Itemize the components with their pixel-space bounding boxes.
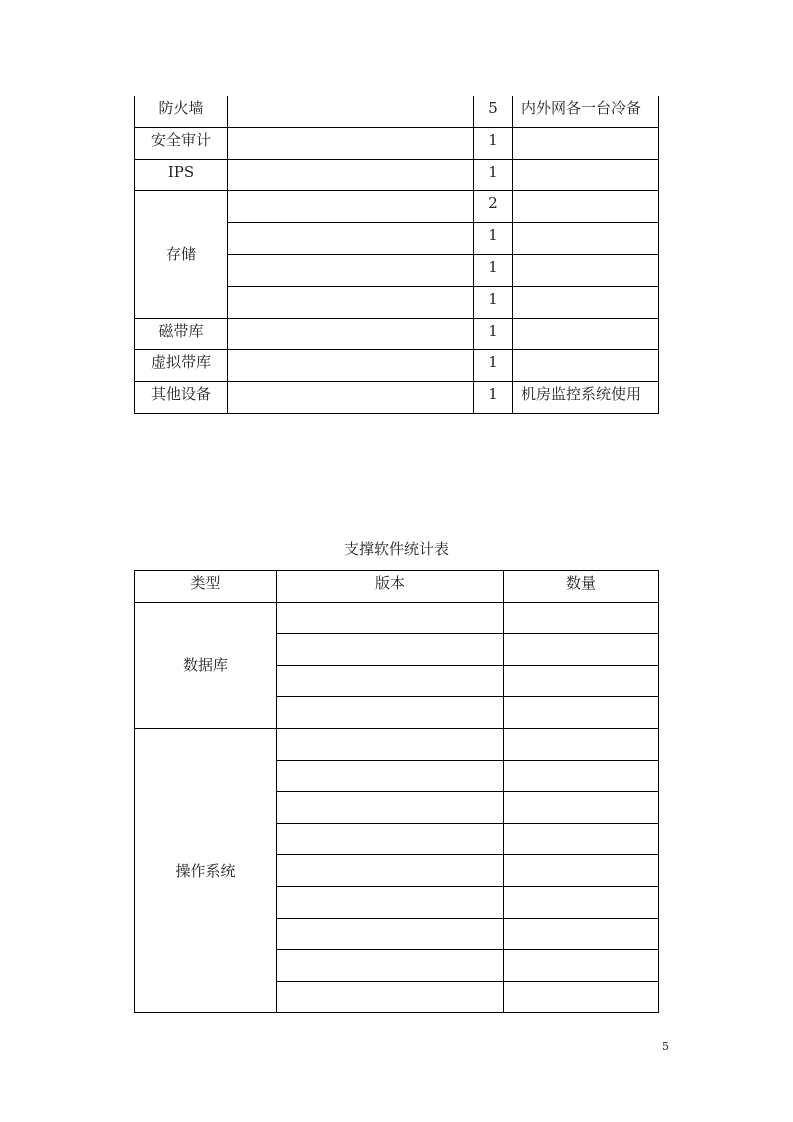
quantity-cell: 2 — [474, 191, 513, 223]
note-cell — [513, 159, 659, 191]
quantity-cell — [504, 760, 659, 792]
table-row — [135, 127, 659, 159]
version-cell — [277, 855, 504, 887]
quantity-cell — [504, 665, 659, 697]
version-cell — [277, 697, 504, 729]
version-cell — [277, 634, 504, 666]
category-cell-storage: 存储 — [135, 191, 228, 318]
software-table-title: 支撑软件统计表 — [343, 540, 449, 558]
quantity-cell — [504, 792, 659, 824]
version-cell — [277, 981, 504, 1013]
quantity-cell — [504, 981, 659, 1013]
quantity-cell: 1 — [474, 286, 513, 318]
quantity-cell: 1 — [474, 223, 513, 255]
quantity-cell — [504, 728, 659, 760]
version-cell — [277, 760, 504, 792]
quantity-cell: 1 — [474, 382, 513, 414]
hardware-table — [134, 96, 659, 414]
table-row — [135, 159, 659, 191]
table-row — [135, 728, 659, 760]
model-cell — [228, 159, 474, 191]
model-cell — [228, 318, 474, 350]
quantity-cell — [504, 602, 659, 634]
version-cell — [277, 665, 504, 697]
category-cell: 防火墙 — [135, 96, 228, 127]
version-cell — [277, 823, 504, 855]
model-cell — [228, 350, 474, 382]
model-cell — [228, 127, 474, 159]
version-cell — [277, 792, 504, 824]
version-cell — [277, 950, 504, 982]
version-cell — [277, 918, 504, 950]
category-cell: 磁带库 — [135, 318, 228, 350]
table-header-row — [135, 571, 659, 603]
quantity-cell: 1 — [474, 318, 513, 350]
note-cell: 机房监控系统使用 — [513, 382, 659, 414]
quantity-cell: 5 — [474, 96, 513, 127]
quantity-cell — [504, 697, 659, 729]
note-cell — [513, 254, 659, 286]
category-cell: 虚拟带库 — [135, 350, 228, 382]
model-cell — [228, 254, 474, 286]
quantity-cell: 1 — [474, 254, 513, 286]
note-cell — [513, 127, 659, 159]
header-quantity: 数量 — [504, 571, 659, 603]
quantity-cell: 1 — [474, 159, 513, 191]
note-cell — [513, 191, 659, 223]
page-number: 5 — [662, 1040, 669, 1053]
quantity-cell — [504, 918, 659, 950]
note-cell: 内外网各一台冷备 — [513, 96, 659, 127]
note-cell — [513, 350, 659, 382]
note-cell — [513, 318, 659, 350]
table-row — [135, 350, 659, 382]
model-cell — [228, 286, 474, 318]
model-cell — [228, 223, 474, 255]
header-type: 类型 — [135, 571, 277, 603]
quantity-cell — [504, 823, 659, 855]
type-cell-os: 操作系统 — [135, 728, 277, 1012]
category-cell: IPS — [135, 159, 228, 191]
quantity-cell: 1 — [474, 127, 513, 159]
header-version: 版本 — [277, 571, 504, 603]
quantity-cell — [504, 886, 659, 918]
note-cell — [513, 223, 659, 255]
table-row — [135, 191, 659, 223]
model-cell — [228, 191, 474, 223]
table-row — [135, 382, 659, 414]
quantity-cell — [504, 634, 659, 666]
version-cell — [277, 602, 504, 634]
note-cell — [513, 286, 659, 318]
model-cell — [228, 382, 474, 414]
table-row — [135, 318, 659, 350]
table-row — [135, 96, 659, 127]
table-row — [135, 602, 659, 634]
category-cell: 安全审计 — [135, 127, 228, 159]
software-table — [134, 570, 659, 1013]
quantity-cell — [504, 950, 659, 982]
category-cell: 其他设备 — [135, 382, 228, 414]
version-cell — [277, 728, 504, 760]
quantity-cell: 1 — [474, 350, 513, 382]
model-cell — [228, 96, 474, 127]
quantity-cell — [504, 855, 659, 887]
version-cell — [277, 886, 504, 918]
type-cell-database: 数据库 — [135, 602, 277, 728]
